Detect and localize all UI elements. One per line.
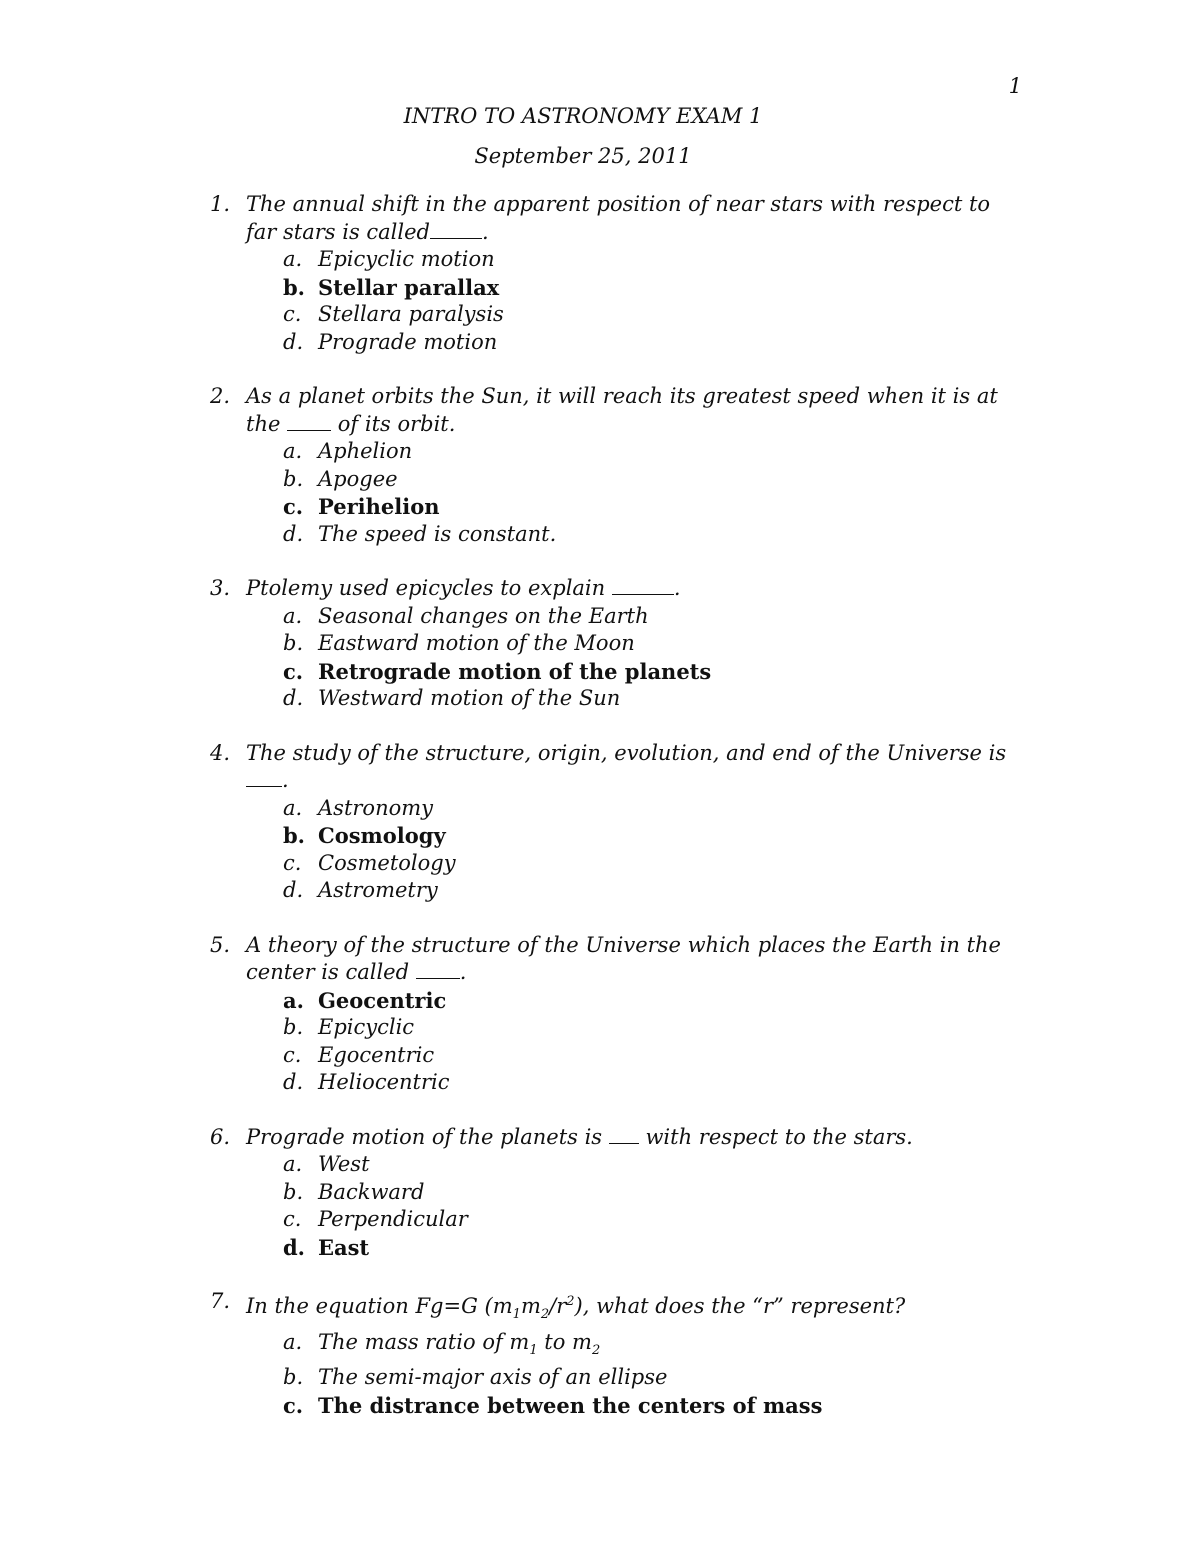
question-text: Ptolemy used epicycles to explain (246, 576, 606, 600)
subscript-2: 2 (540, 1307, 550, 1323)
exam-header (0, 100, 1166, 180)
option-d-correct (0, 1234, 1200, 1262)
question-7 (0, 1288, 1200, 1419)
option-text: The semi-major axis of an ellipse (318, 1365, 668, 1390)
option-letter: a. (283, 1329, 303, 1354)
option-letter: a. (283, 795, 303, 820)
option-a-correct (0, 987, 1200, 1015)
option-letter: b. (283, 274, 305, 300)
question-text-end: with respect to the stars. (638, 1124, 913, 1149)
question-text: Prograde motion of the planets is (246, 1124, 603, 1149)
question-number: 4. (210, 740, 231, 765)
question-text-end: of its orbit. (331, 411, 456, 436)
option-b (0, 466, 1200, 494)
option-text: Perihelion (318, 494, 440, 519)
superscript-2: 2 (566, 1294, 575, 1309)
option-c (0, 1206, 1200, 1234)
question-text: A theory of the structure of the Universe which places the Earth in the center is called (246, 932, 1001, 984)
option-a (0, 1151, 1200, 1179)
option-c-correct (0, 658, 1200, 686)
option-text: The distrance between the centers of mass (318, 1392, 823, 1418)
question-number: 2. (210, 384, 231, 408)
option-letter: b. (283, 1015, 304, 1039)
question-number: 1. (210, 192, 231, 216)
option-letter: a. (283, 603, 303, 628)
option-text: Seasonal changes on the Earth (318, 603, 649, 628)
option-letter: c. (283, 1042, 302, 1067)
option-text: Epicyclic (318, 1015, 415, 1039)
option-text: Stellar parallax (318, 274, 500, 300)
option-letter: d. (283, 521, 304, 546)
question-text-end: . (482, 219, 489, 244)
option-text: East (318, 1234, 370, 1260)
option-letter: a. (283, 1152, 303, 1176)
option-text: Stellara paralysis (318, 302, 504, 326)
answer-blank (609, 1125, 639, 1144)
answer-blank (416, 960, 460, 979)
equation-text: m (520, 1294, 541, 1318)
answer-blank (430, 220, 482, 239)
option-letter: c. (283, 494, 304, 519)
option-text: The speed is constant. (318, 521, 557, 546)
subscript-1: 1 (512, 1307, 521, 1323)
question-stem (0, 1124, 1016, 1152)
option-text: Perpendicular (318, 1207, 468, 1231)
option-letter: b. (283, 1365, 304, 1390)
question-text-end: . (282, 768, 289, 792)
equation-text: /r (549, 1294, 567, 1318)
option-d (0, 329, 1200, 357)
option-text: Backward (318, 1179, 425, 1204)
option-c-correct (0, 493, 1200, 521)
equation-text: In the equation Fg=G (m (246, 1294, 513, 1318)
option-a (0, 795, 1200, 823)
subscript-1: 1 (529, 1342, 538, 1358)
option-text: The mass ratio of m (318, 1329, 530, 1354)
option-letter: a. (283, 439, 303, 463)
question-stem (0, 191, 1016, 246)
option-a (0, 1329, 1200, 1365)
option-letter: b. (283, 631, 304, 655)
option-text: Astronomy (318, 795, 434, 820)
question-4 (0, 740, 1200, 905)
page-number: 1 (1008, 74, 1022, 98)
option-letter: c. (283, 850, 302, 875)
question-6 (0, 1124, 1200, 1262)
option-text: Heliocentric (318, 1070, 450, 1094)
exam-date: September 25, 2011 (474, 144, 692, 168)
option-letter: b. (283, 1179, 304, 1204)
option-text: Retrograde motion of the planets (318, 658, 712, 684)
option-text: West (318, 1152, 370, 1176)
question-5 (0, 932, 1200, 1097)
option-text: Geocentric (318, 987, 447, 1013)
option-c (0, 301, 1200, 329)
option-text: Cosmology (318, 823, 446, 848)
option-d (0, 685, 1200, 713)
question-text: The study of the structure, origin, evolution, and end of the Universe is (246, 740, 1007, 765)
question-number: 3. (210, 576, 231, 600)
exam-title: INTRO TO ASTRONOMY EXAM 1 (403, 104, 763, 128)
option-letter: b. (283, 466, 304, 491)
answer-blank (246, 768, 282, 787)
option-b (0, 1364, 1200, 1392)
question-3 (0, 575, 1200, 713)
option-b (0, 1179, 1200, 1207)
question-text-end: . (673, 576, 681, 600)
option-b (0, 1014, 1200, 1042)
question-text: The annual shift in the apparent position of near stars with respect to far stars is called (246, 192, 991, 244)
option-d (0, 877, 1200, 905)
question-stem (0, 740, 1016, 795)
question-stem (0, 1288, 1016, 1329)
question-stem (0, 575, 1016, 603)
option-letter: a. (283, 247, 303, 271)
option-letter: c. (283, 1207, 302, 1231)
option-a (0, 603, 1200, 631)
option-letter: c. (283, 1392, 304, 1418)
option-a (0, 438, 1200, 466)
option-letter: d. (283, 1234, 305, 1260)
option-text: Epicyclic motion (318, 247, 495, 271)
option-text: Egocentric (318, 1042, 435, 1067)
option-b-correct (0, 274, 1200, 302)
option-c (0, 1042, 1200, 1070)
option-letter: c. (283, 302, 302, 326)
option-text: Cosmetology (318, 850, 456, 875)
question-number: 5. (210, 932, 231, 957)
option-letter: d. (283, 878, 304, 902)
option-b-correct (0, 822, 1200, 850)
option-letter: b. (283, 823, 305, 848)
question-list (0, 191, 1200, 1446)
option-letter: d. (283, 1070, 304, 1094)
option-text: Astrometry (318, 878, 438, 902)
option-text: Eastward motion of the Moon (318, 631, 635, 655)
question-number: 7. (210, 1289, 231, 1313)
option-text: to m (537, 1329, 592, 1354)
question-stem (0, 932, 1016, 987)
option-c (0, 850, 1200, 878)
question-2 (0, 383, 1200, 548)
question-1 (0, 191, 1200, 356)
answer-blank (287, 412, 331, 431)
option-d (0, 1069, 1200, 1097)
option-letter: c. (283, 658, 304, 684)
question-text: As a planet orbits the Sun, it will reach its greatest speed when it is at the (246, 384, 998, 436)
answer-blank (612, 576, 674, 595)
question-stem (0, 383, 1016, 438)
option-d (0, 521, 1200, 549)
question-number: 6. (210, 1124, 231, 1149)
subscript-2: 2 (591, 1342, 601, 1358)
question-text-end: ), what does the “r” represent? (574, 1294, 906, 1318)
option-text: Westward motion of the Sun (318, 686, 621, 710)
option-text: Aphelion (318, 439, 413, 463)
option-letter: d. (283, 329, 304, 354)
option-text: Apogee (318, 466, 398, 491)
option-a (0, 246, 1200, 274)
option-c-correct (0, 1392, 1200, 1420)
option-b (0, 630, 1200, 658)
option-letter: d. (283, 686, 304, 710)
question-text-end: . (459, 960, 467, 984)
option-text: Prograde motion (318, 329, 498, 354)
option-letter: a. (283, 987, 304, 1013)
